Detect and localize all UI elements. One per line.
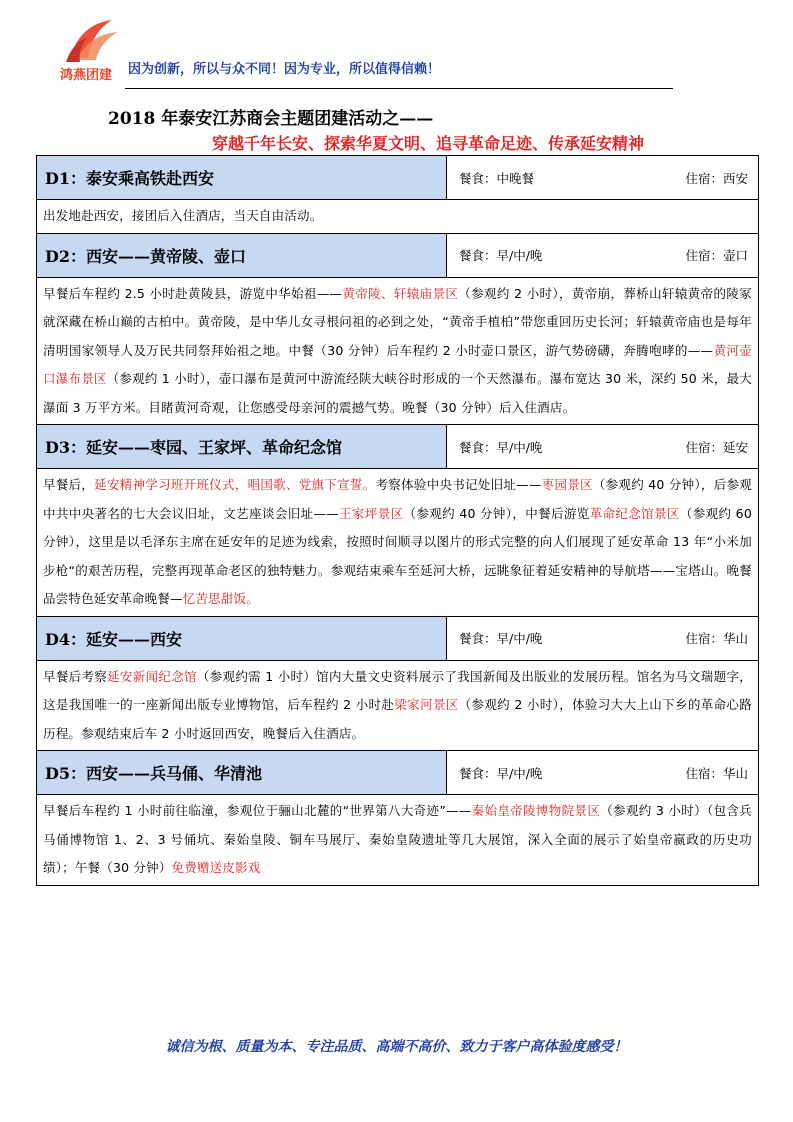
day-description-row: [37, 660, 759, 751]
page-subtitle: 穿越千年长安、探索华夏文明、追寻革命足迹、传承延安精神: [212, 134, 645, 153]
logo-text: 鸿燕团建: [60, 68, 113, 83]
day-description: [37, 795, 759, 886]
day-description: [37, 660, 759, 751]
highlighted-attraction: 忆苦思甜饭。: [182, 591, 259, 606]
day-title: D2：西安——黄帝陵、壶口: [37, 233, 447, 277]
day-info: [447, 616, 759, 660]
meal-info: 餐食：早/中/晚: [459, 439, 543, 455]
day-info: [447, 425, 759, 469]
stay-info: 住宿：华山: [685, 765, 748, 781]
day-title: D4：延安——西安: [37, 616, 447, 660]
highlighted-attraction: 秦始皇帝陵博物院景区: [471, 803, 601, 818]
description-text: （参观约 2 小时），黄帝崩，葬桥山轩辕黄帝的陵冢就深藏在桥山巅的古柏中。黄帝陵，是中华儿女寻根问祖的必到之处，“黄帝手植柏”带您重回历史长河；轩辕黄帝庙也是每年清明国家领导人及万民共同祭拜始祖之地。中餐（30 分钟）后车程约 2 小时壶口景区，游气势磅礴，奔腾咆哮的——: [43, 285, 752, 358]
meal-info: 餐食：早/中/晚: [459, 248, 543, 263]
highlighted-attraction: 革命纪念馆景区: [589, 505, 680, 521]
day-description: [37, 469, 759, 617]
description-text: 考察体验中央书记处旧址——: [375, 477, 542, 492]
highlighted-attraction: 延安精神学习班开班仪式，唱国歌、党旗下宣誓。: [94, 477, 376, 492]
description-text: （参观约 1 小时），壶口瀑布是黄河中游流经陕大峡谷时形成的一个天然瀑布。瀑布宽达 30 米，深约 50 米，最大瀑面 3 万平方米。目睹黄河奇观，让您感受母亲河的震撼气势。晚餐（30 分钟）后入住酒店。: [43, 371, 752, 415]
itinerary-table: [36, 155, 759, 886]
day-title: D3：延安——枣园、王家坪、革命纪念馆: [37, 425, 447, 469]
day-header-row: [37, 425, 759, 469]
stay-info: 住宿：华山: [685, 631, 748, 646]
slogan: 因为创新，所以与众不同！因为专业，所以值得信赖！: [128, 62, 441, 77]
day-info: [447, 233, 759, 277]
day-description-row: [37, 277, 759, 425]
day-info: [447, 751, 759, 795]
description-text: 出发地赴西安，接团后入住酒店，当天自由活动。: [43, 208, 323, 223]
footer-motto: 诚信为根、质量为本、专注品质、高端不高价、致力于客户高体验度感受！: [165, 1039, 628, 1055]
day-header-row: [37, 233, 759, 277]
meal-info: 餐食：中晚餐: [459, 170, 535, 186]
highlighted-attraction: 王家坪景区: [338, 505, 404, 521]
day-title: D1：泰安乘高铁赴西安: [37, 156, 447, 200]
day-info: [447, 156, 759, 200]
description-text: 早餐后考察: [43, 668, 108, 684]
day-header-row: [37, 751, 759, 795]
highlighted-attraction: 黄帝陵、轩辕庙景区: [342, 285, 459, 301]
description-text: （参观约 60 分钟），这里是以毛泽东主席在延安年的足迹为线索，按照时间顺寻以图片的形式完整的向人们展现了延安革命 13 年“小米加步枪“的艰苦历程，完整再现革命老区的独特魅力。参观结束乘车至延河大桥，远眺象征着延安精神的导航塔——宝塔山。晚餐品尝特色延安革命晚餐—: [43, 505, 752, 606]
description-text: （参观约需 1 小时）馆内大量文史资料展示了我国新闻及出版业的发展历程。馆名为马文瑞题字，这是我国唯一的一座新闻出版专业博物馆，后车程约 2 小时赴: [43, 668, 752, 712]
page-title: 2018 年泰安江苏商会主题团建活动之——: [108, 109, 434, 129]
description-text: （参观约 2 小时），体验习大大上山下乡的革命心路历程。参观结束后车 2 小时返回西安，晚餐后入住酒店。: [43, 697, 752, 741]
day-header-row: [37, 616, 759, 660]
highlighted-attraction: 梁家河景区: [394, 697, 459, 712]
day-description-row: [37, 200, 759, 234]
meal-info: 餐食：早/中/晚: [459, 765, 543, 781]
stay-info: 住宿：延安: [685, 439, 748, 455]
highlighted-attraction: 免费赠送皮影戏: [171, 860, 261, 875]
description-text: 早餐后，: [43, 477, 95, 492]
description-text: （参观约 3 小时）（包含兵马俑博物馆 1、2、3 号俑坑、秦始皇陵、铜车马展厅、秦始皇陵遗址等几大展馆，深入全面的展示了始皇帝嬴政的历史功绩）；午餐（30 分钟）: [43, 803, 752, 875]
day-description: [37, 277, 759, 425]
day-description: [37, 200, 759, 234]
highlighted-attraction: 枣园景区: [541, 477, 593, 492]
header-divider: [125, 88, 673, 89]
description-text: 早餐后车程约 2.5 小时赴黄陵县，游览中华始祖——: [43, 285, 343, 301]
day-header-row: [37, 156, 759, 200]
meal-info: 餐食：早/中/晚: [459, 631, 543, 646]
day-description-row: [37, 795, 759, 886]
day-description-row: [37, 469, 759, 617]
description-text: （参观约 40 分钟），后参观中共中央著名的七大会议旧址，文艺座谈会旧址——: [43, 477, 752, 521]
description-text: （参观约 40 分钟），中餐后游览: [403, 505, 590, 521]
highlighted-attraction: 延安新闻纪念馆: [107, 668, 197, 684]
stay-info: 住宿：西安: [685, 170, 748, 186]
highlighted-attraction: 黄河壶口瀑布景区: [43, 342, 752, 386]
description-text: 早餐后车程约 1 小时前往临潼，参观位于骊山北麓的“世界第八大奇迹”——: [43, 803, 472, 818]
stay-info: 住宿：壶口: [685, 248, 748, 263]
day-title: D5：西安——兵马俑、华清池: [37, 751, 447, 795]
